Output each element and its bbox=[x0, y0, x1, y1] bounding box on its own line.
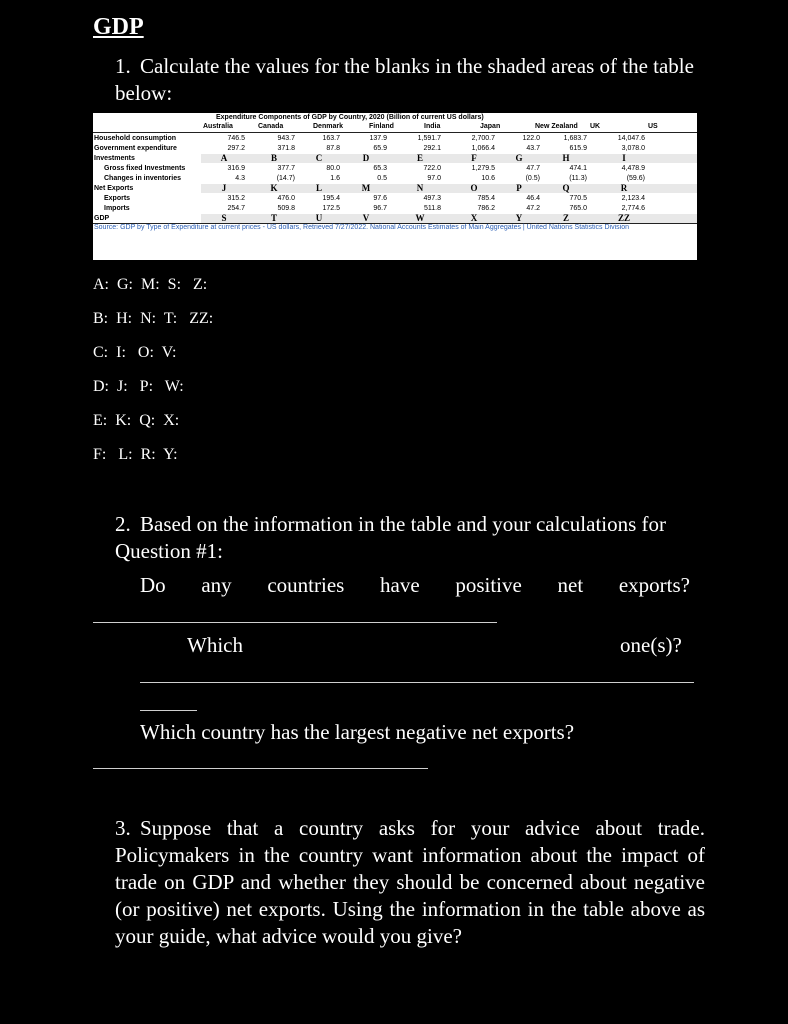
blank-cell: D bbox=[362, 153, 370, 163]
table-cell: 3,078.0 bbox=[621, 145, 645, 152]
table-cell: 722.0 bbox=[423, 165, 441, 172]
question-1-text: Calculate the values for the blanks in the shaded areas of the table below: bbox=[115, 54, 694, 105]
question-2-word: exports? bbox=[618, 573, 690, 597]
table-cell: 4.3 bbox=[235, 175, 245, 182]
column-header: New Zealand bbox=[535, 123, 578, 130]
blank-cell: L bbox=[315, 183, 322, 193]
blank-cell: Z bbox=[562, 213, 569, 223]
blank-cell: P bbox=[516, 183, 522, 193]
table-cell: 65.9 bbox=[373, 145, 387, 152]
table-cell: 1,591.7 bbox=[417, 135, 441, 142]
table-cell: 765.0 bbox=[569, 205, 587, 212]
answer-key-line: D: J: P: W: bbox=[93, 378, 184, 395]
table-caption: Expenditure Components of GDP by Country, 2020 (Billion of current US dollars) bbox=[216, 114, 484, 121]
table-cell: 785.4 bbox=[477, 195, 495, 202]
table-cell: 47.2 bbox=[526, 205, 540, 212]
table-cell: 476.0 bbox=[277, 195, 295, 202]
table-cell: 163.7 bbox=[322, 135, 340, 142]
table-cell: 97.6 bbox=[373, 195, 387, 202]
column-header: Australia bbox=[203, 123, 233, 130]
table-cell: 1,066.4 bbox=[471, 145, 495, 152]
table-cell: 47.7 bbox=[526, 165, 540, 172]
question-2-sub3: Which country has the largest negative net exports? bbox=[140, 720, 575, 744]
table-cell: 511.8 bbox=[424, 205, 441, 212]
answer-key-line: B: H: N: T: ZZ: bbox=[93, 310, 214, 327]
table-cell: 2,700.7 bbox=[471, 135, 495, 142]
blank-cell: S bbox=[221, 213, 227, 223]
answer-line[interactable] bbox=[140, 682, 694, 683]
answer-key-line: C: I: O: V: bbox=[93, 344, 177, 361]
blank-cell: E bbox=[416, 153, 423, 163]
blank-cell: M bbox=[361, 183, 371, 193]
table-cell: 297.2 bbox=[227, 145, 245, 152]
question-1-number: 1. bbox=[115, 54, 131, 78]
question-2-sub1 bbox=[140, 572, 690, 599]
blank-cell: J bbox=[221, 183, 227, 193]
question-2-text: Based on the information in the table and your calculations for Question #1: bbox=[115, 512, 667, 563]
blank-cell: I bbox=[622, 153, 626, 163]
table-cell: 254.7 bbox=[227, 205, 245, 212]
blank-cell: F bbox=[471, 153, 477, 163]
answer-key-line: A: G: M: S: Z: bbox=[93, 276, 208, 293]
table-source: Source: GDP by Type of Expenditure at current prices - US dollars, Retrieved 7/27/2022. National Accounts Estimates of Main Aggregates | United Nations Statistics Division bbox=[94, 224, 629, 231]
table-cell: 46.4 bbox=[526, 195, 540, 202]
table-cell: 4,478.9 bbox=[621, 165, 645, 172]
table-cell: 10.6 bbox=[481, 175, 495, 182]
answer-line[interactable] bbox=[93, 622, 497, 623]
table-cell: 615.9 bbox=[569, 145, 587, 152]
row-label: GDP bbox=[94, 215, 110, 222]
answer-line[interactable] bbox=[140, 710, 197, 711]
row-label: Exports bbox=[104, 195, 131, 202]
row-label: Changes in inventories bbox=[104, 175, 182, 182]
blank-cell: K bbox=[270, 183, 278, 193]
row-label: Net Exports bbox=[94, 185, 134, 192]
question-3 bbox=[115, 815, 705, 950]
answer-line[interactable] bbox=[93, 768, 428, 769]
blank-cell: U bbox=[315, 213, 323, 223]
table-cell: 509.8 bbox=[277, 205, 295, 212]
column-header: Denmark bbox=[313, 123, 343, 130]
table-cell: 137.9 bbox=[369, 135, 387, 142]
table-cell: 195.4 bbox=[322, 195, 340, 202]
blank-cell: B bbox=[270, 153, 277, 163]
column-header: Canada bbox=[258, 123, 284, 130]
blank-cell: R bbox=[620, 183, 628, 193]
table-cell: 377.7 bbox=[277, 165, 295, 172]
question-3-text: Suppose that a country asks for your advice about trade. Policymakers in the country want information about the impact of trade on GDP and whether they should be concerned about negative (or positive) net exports. Using the information in the table above as your guide, what advice would you give? bbox=[115, 816, 705, 948]
blank-cell: T bbox=[270, 213, 277, 223]
table-cell: (14.7) bbox=[276, 175, 295, 182]
table-cell: 80.0 bbox=[326, 165, 340, 172]
question-2 bbox=[115, 511, 705, 565]
table-divider bbox=[93, 132, 697, 133]
table-cell: 497.3 bbox=[423, 195, 441, 202]
blank-cell: N bbox=[416, 183, 424, 193]
table-cell: 1,683.7 bbox=[563, 135, 587, 142]
blank-cell: C bbox=[315, 153, 323, 163]
question-3-number: 3. bbox=[115, 816, 131, 840]
answer-key-line: F: L: R: Y: bbox=[93, 446, 178, 463]
blank-cell: H bbox=[562, 153, 570, 163]
table-cell: 1,279.5 bbox=[471, 165, 495, 172]
table-cell: 770.5 bbox=[569, 195, 587, 202]
blank-cell: X bbox=[470, 213, 478, 223]
question-2-which: Which bbox=[187, 633, 243, 657]
row-label: Government expenditure bbox=[94, 145, 177, 152]
table-cell: 943.7 bbox=[277, 135, 295, 142]
table-cell: 2,774.6 bbox=[621, 205, 645, 212]
question-2-number: 2. bbox=[115, 512, 131, 536]
blank-cell: V bbox=[362, 213, 370, 223]
blank-cell: Y bbox=[515, 213, 523, 223]
table-cell: 97.0 bbox=[427, 175, 441, 182]
answer-key-line: E: K: Q: X: bbox=[93, 412, 180, 429]
table-cell: 316.9 bbox=[227, 165, 245, 172]
question-2-word: Do bbox=[140, 573, 166, 597]
table-cell: 2,123.4 bbox=[621, 195, 645, 202]
column-header: Finland bbox=[369, 123, 394, 130]
row-label: Household consumption bbox=[94, 135, 177, 142]
blank-cell: A bbox=[220, 153, 228, 163]
table-cell: 0.5 bbox=[377, 175, 387, 182]
table-cell: 371.8 bbox=[277, 145, 295, 152]
question-2-ones: one(s)? bbox=[620, 633, 682, 657]
gdp-table-image bbox=[93, 113, 697, 260]
column-header: Japan bbox=[480, 123, 501, 130]
blank-cell: Q bbox=[562, 183, 570, 193]
question-1 bbox=[115, 53, 705, 107]
table-cell: (11.3) bbox=[569, 175, 587, 182]
table-cell: 43.7 bbox=[526, 145, 540, 152]
blank-cell: W bbox=[415, 213, 425, 223]
column-header: US bbox=[648, 123, 658, 130]
table-cell: 65.3 bbox=[373, 165, 387, 172]
blank-cell: O bbox=[470, 183, 478, 193]
row-label: Gross fixed Investments bbox=[104, 165, 186, 172]
blank-cell: ZZ bbox=[617, 213, 630, 223]
table-cell: (0.5) bbox=[525, 175, 540, 182]
table-cell: 786.2 bbox=[477, 205, 495, 212]
column-header: India bbox=[424, 123, 441, 130]
table-cell: 87.8 bbox=[326, 145, 340, 152]
row-label: Imports bbox=[104, 205, 130, 212]
table-cell: (59.6) bbox=[626, 175, 645, 182]
row-label: Investments bbox=[94, 155, 135, 162]
question-2-word: any bbox=[201, 573, 232, 597]
table-cell: 292.1 bbox=[423, 145, 441, 152]
table-cell: 172.5 bbox=[322, 205, 340, 212]
table-cell: 315.2 bbox=[227, 195, 245, 202]
page-title: GDP bbox=[93, 14, 144, 40]
table-cell: 122.0 bbox=[522, 135, 540, 142]
table-cell: 14,047.6 bbox=[617, 135, 645, 142]
table-cell: 1.6 bbox=[330, 175, 340, 182]
blank-cell: G bbox=[515, 153, 523, 163]
table-cell: 474.1 bbox=[569, 165, 587, 172]
question-2-word: countries bbox=[267, 573, 345, 597]
column-header: UK bbox=[590, 123, 601, 130]
question-2-word: have bbox=[380, 573, 420, 597]
table-cell: 96.7 bbox=[373, 205, 387, 212]
table-cell: 746.5 bbox=[227, 135, 245, 142]
question-2-word: positive bbox=[455, 573, 522, 597]
question-2-word: net bbox=[557, 573, 584, 597]
